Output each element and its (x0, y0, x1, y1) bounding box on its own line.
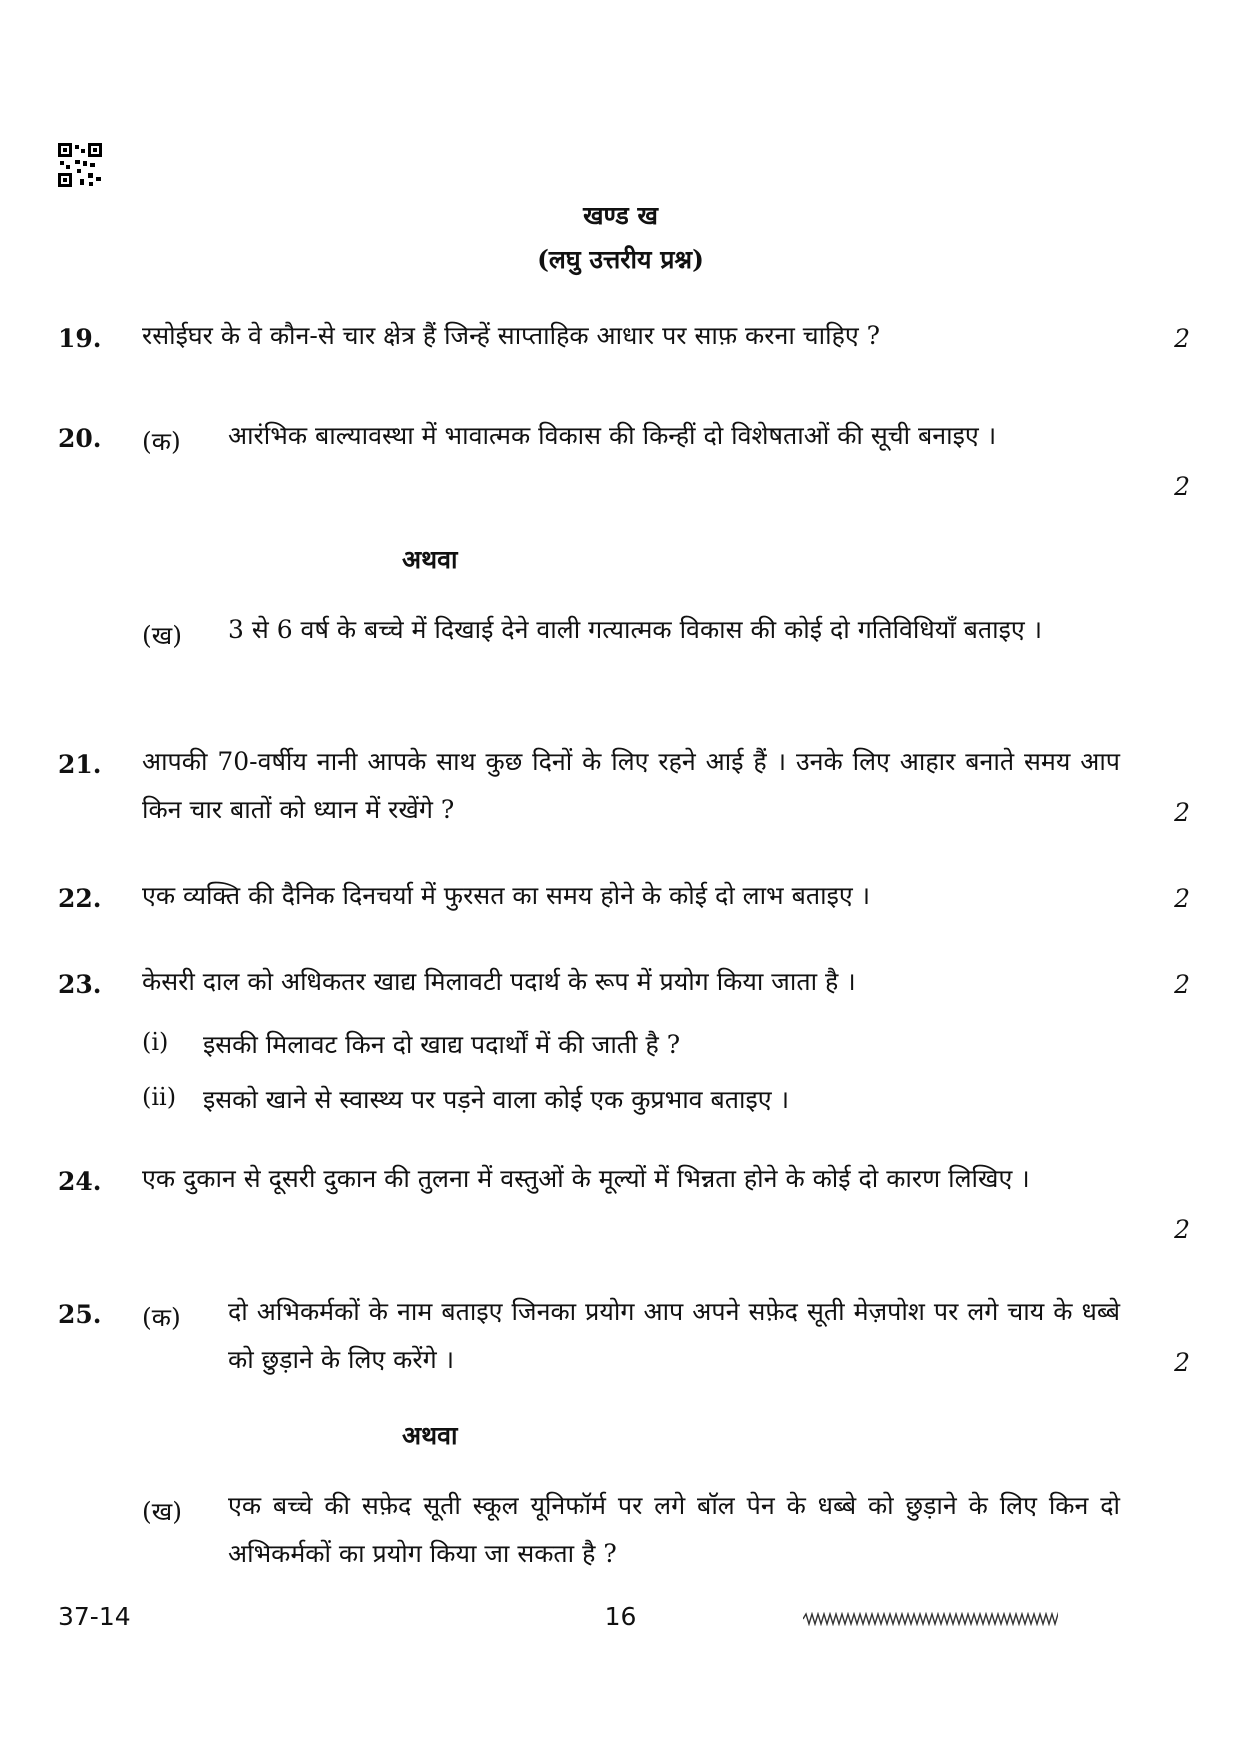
subpart-text: इसको खाने से स्वास्थ्य पर पड़ने वाला कोई एक कुप्रभाव बताइए । (203, 1085, 790, 1114)
paper-code: 37-14 (58, 1602, 131, 1631)
section-title: खण्ड ख (583, 201, 658, 230)
question-text: रसोईघर के वे कौन-से चार क्षेत्र हैं जिन्हें साप्ताहिक आधार पर साफ़ करना चाहिए ? (142, 321, 881, 350)
or-separator: अथवा (402, 545, 458, 574)
option-text: दो अभिकर्मकों के नाम बताइए जिनका प्रयोग आप अपने सफ़ेद सूती मेज़पोश पर लगे चाय के धब्बे को छुड़ाने के लिए करेंगे । (228, 1297, 1120, 1374)
subpart-label: (i) (142, 1028, 169, 1056)
qr-code-icon (58, 143, 102, 187)
option-text: 3 से 6 वर्ष के बच्चे में दिखाई देने वाली गत्यात्मक विकास की कोई दो गतिविधियाँ बताइए । (228, 615, 1043, 644)
option-label: (क) (142, 427, 181, 456)
subpart-label: (ii) (142, 1083, 177, 1111)
question-marks: 2 (1174, 472, 1190, 501)
question-text: आपकी 70-वर्षीय नानी आपके साथ कुछ दिनों के लिए रहने आई हैं । उनके लिए आहार बनाते समय आप किन चार बातों को ध्यान में रखेंगे ? (142, 747, 1120, 824)
question-number: 24. (58, 1167, 102, 1196)
question-number: 22. (58, 884, 102, 913)
option-text: एक बच्चे की सफ़ेद सूती स्कूल यूनिफॉर्म पर लगे बॉल पेन के धब्बे को छुड़ाने के लिए किन दो अभिकर्मकों का प्रयोग किया जा सकता है ? (228, 1491, 1120, 1568)
question-marks: 2 (1174, 798, 1190, 827)
question-number: 19. (58, 324, 102, 353)
question-text: एक व्यक्ति की दैनिक दिनचर्या में फुरसत का समय होने के कोई दो लाभ बताइए । (142, 881, 871, 910)
question-marks: 2 (1174, 324, 1190, 353)
option-label: (ख) (142, 1497, 182, 1526)
option-label: (क) (142, 1303, 181, 1332)
question-number: 23. (58, 970, 102, 999)
question-text: एक दुकान से दूसरी दुकान की तुलना में वस्तुओं के मूल्यों में भिन्नता होने के कोई दो कारण लिखिए । (142, 1164, 1030, 1193)
wavy-line-icon (803, 1612, 1058, 1626)
page-number: 16 (604, 1602, 637, 1631)
question-marks: 2 (1174, 970, 1190, 999)
question-marks: 2 (1174, 1215, 1190, 1244)
question-marks: 2 (1174, 884, 1190, 913)
question-number: 20. (58, 424, 102, 453)
subpart-text: इसकी मिलावट किन दो खाद्य पदार्थों में की जाती है ? (203, 1030, 681, 1059)
section-subtitle: (लघु उत्तरीय प्रश्न) (537, 245, 704, 274)
question-marks: 2 (1174, 1348, 1190, 1377)
question-text: केसरी दाल को अधिकतर खाद्य मिलावटी पदार्थ के रूप में प्रयोग किया जाता है । (142, 967, 856, 996)
or-separator: अथवा (402, 1421, 458, 1450)
option-label: (ख) (142, 621, 182, 650)
question-number: 25. (58, 1300, 102, 1329)
option-text: आरंभिक बाल्यावस्था में भावात्मक विकास की किन्हीं दो विशेषताओं की सूची बनाइए । (228, 421, 997, 450)
question-number: 21. (58, 750, 102, 779)
